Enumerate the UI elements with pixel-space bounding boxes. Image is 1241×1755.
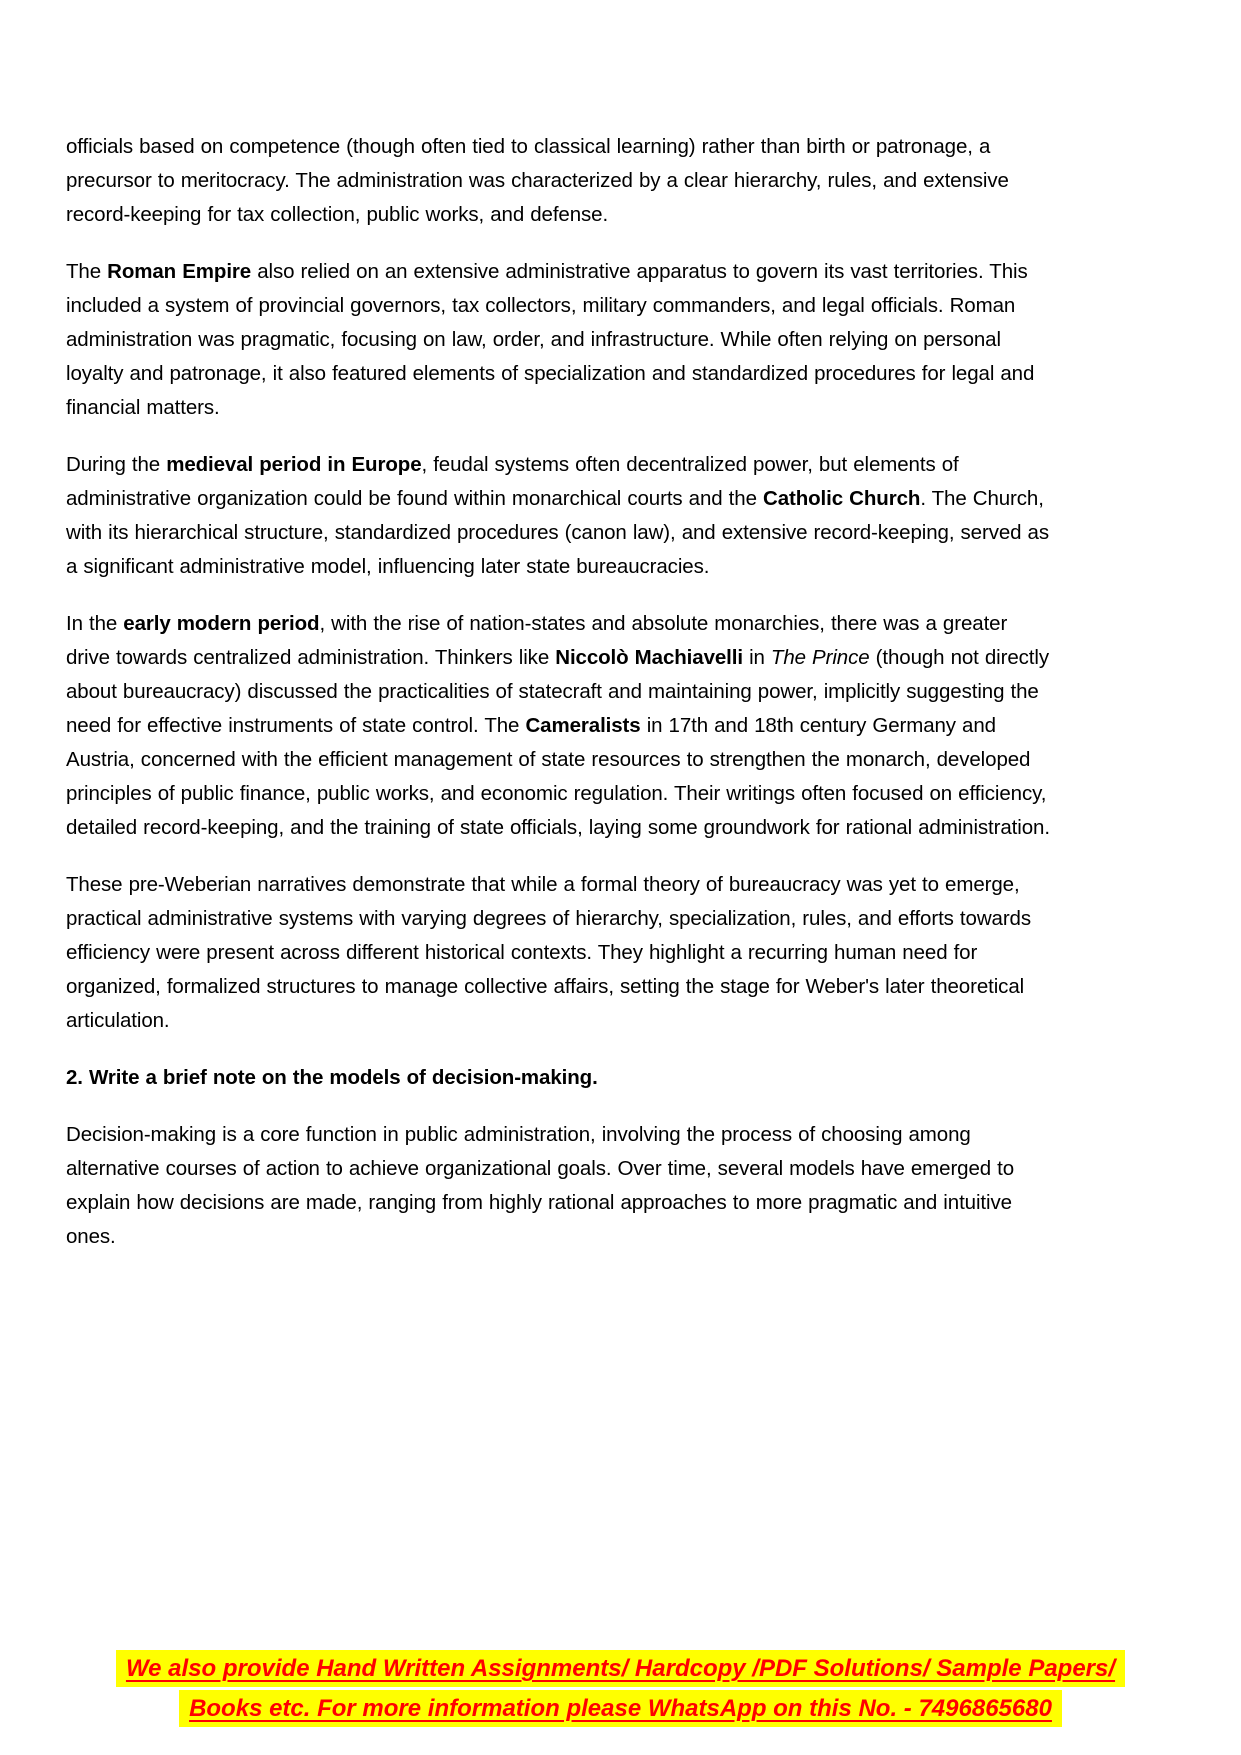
paragraph (66, 448, 1051, 584)
paragraph (66, 255, 1051, 425)
promo-footer-line-1 (0, 1650, 1241, 1690)
text-run: officials based on competence (though often tied to classical learning) rather than birth or patronage, a precursor to meritocracy. The administration was characterized by a clear hierarchy, rules, and extensive record-keeping for tax collection, public works, and defense. (66, 135, 1009, 226)
promo-footer-line-2 (0, 1690, 1241, 1730)
text-run: In the (66, 612, 124, 635)
text-run: The (66, 260, 108, 283)
text-run: Cameralists (525, 714, 641, 737)
promo-footer (0, 1650, 1241, 1730)
promo-highlight-text: Books etc. For more information please WhatsApp on this No. - 7496865680 (179, 1690, 1062, 1727)
paragraph (66, 607, 1051, 845)
text-run: . The Church, with its hierarchical structure, standardized procedures (canon law), and extensive record-keeping, served as a significant administrative model, influencing later state bureaucracies. (66, 487, 1050, 578)
paragraph (66, 868, 1051, 1038)
paragraph (66, 130, 1051, 232)
text-run: also relied on an extensive administrative apparatus to govern its vast territories. This included a system of provincial governors, tax collectors, military commanders, and legal officials. Roman administration was pragmatic, focusing on law, order, and infrastructure. While often relying on personal loyalty and patronage, it also featured elements of specialization and standardized procedures for legal and financial matters. (66, 260, 1035, 419)
document-content (66, 130, 1051, 1277)
text-run: These pre-Weberian narratives demonstrate that while a formal theory of bureaucracy was yet to emerge, practical administrative systems with varying degrees of hierarchy, specialization, rules, and efforts towards efficiency were present across different historical contexts. They highlight a recurring human need for organized, formalized structures to manage collective affairs, setting the stage for Weber's later theoretical articulation. (66, 873, 1031, 1032)
text-run: , with the rise of nation-states and absolute monarchies, there was a greater drive towards centralized administration. Thinkers like (66, 612, 1008, 669)
promo-highlight-text: We also provide Hand Written Assignments/ Hardcopy /PDF Solutions/ Sample Papers/ (116, 1650, 1125, 1687)
text-run: Roman Empire (107, 260, 252, 283)
text-run: Decision-making is a core function in public administration, involving the process of choosing among alternative courses of action to achieve organizational goals. Over time, several models have emerged to explain how decisions are made, ranging from highly rational approaches to more pragmatic and intuitive ones. (66, 1123, 1015, 1248)
text-run: in 17th and 18th century Germany and Austria, concerned with the efficient management of state resources to strengthen the monarch, developed principles of public finance, public works, and economic regulation. Their writings often focused on efficiency, detailed record-keeping, and the training of state officials, laying some groundwork for rational administration. (66, 714, 1050, 839)
paragraph (66, 1118, 1051, 1254)
text-run: medieval period in Europe (166, 453, 422, 476)
text-run: , feudal systems often decentralized power, but elements of administrative organization could be found within monarchical courts and the (66, 453, 959, 510)
text-run: (though not directly about bureaucracy) discussed the practicalities of statecraft and maintaining power, implicitly suggesting the need for effective instruments of state control. The (66, 646, 1050, 737)
text-run: early modern period (123, 612, 320, 635)
section-heading (66, 1061, 1051, 1095)
text-run: During the (66, 453, 167, 476)
text-run: Catholic Church (762, 487, 921, 510)
text-run: in (742, 646, 771, 669)
text-run: Niccolò Machiavelli (555, 646, 743, 669)
text-run: 2. Write a brief note on the models of decision-making. (66, 1066, 598, 1089)
text-run: The Prince (770, 646, 870, 669)
